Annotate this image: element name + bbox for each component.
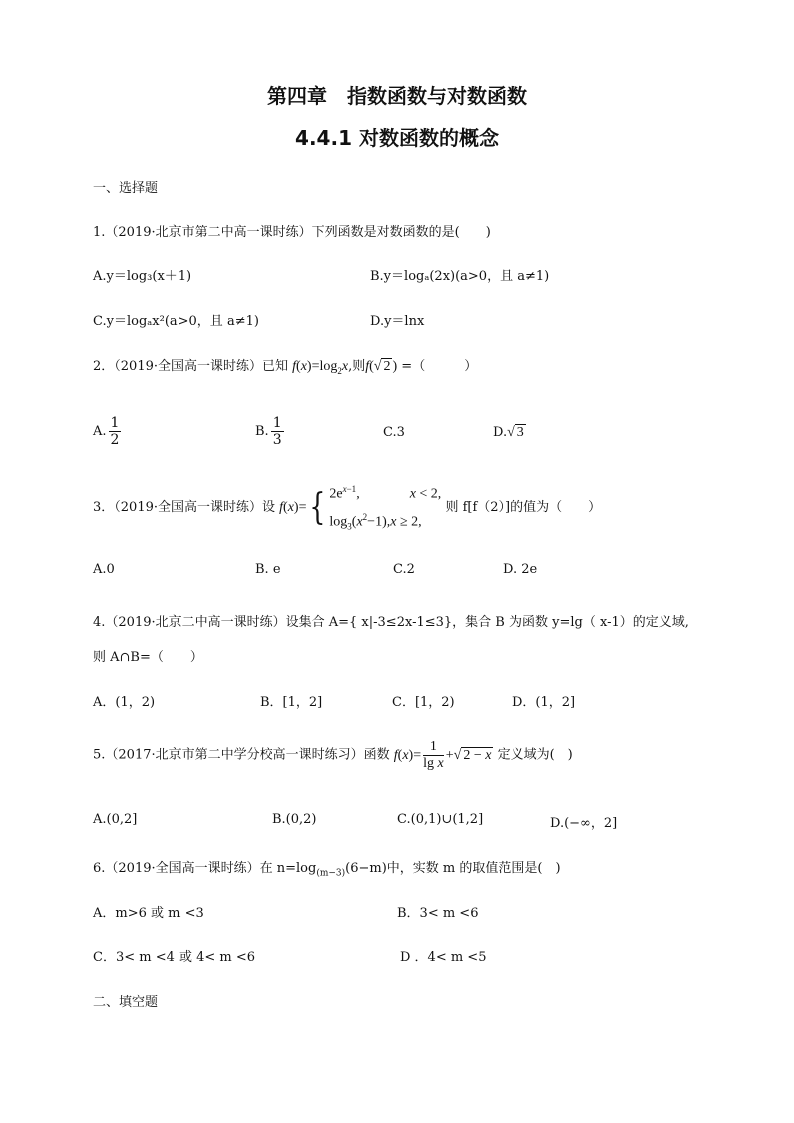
question-2-stem-prefix: 2．（2019·全国高一课时练）已知 (93, 359, 288, 374)
question-5-option-b: B.(0,2) (272, 812, 317, 827)
fraction (109, 415, 122, 448)
question-2-option-d (493, 425, 526, 441)
question-3-option-a: A.0 (93, 562, 115, 577)
question-1-option-d: D.y＝lnx (370, 314, 425, 329)
piecewise-cases: $2e^{x-1}$, x < 2, $\log_3(x^2-1),x \ge 2$, (329, 484, 442, 532)
question-5-option-a: A.(0,2] (93, 812, 138, 827)
fraction (271, 415, 284, 448)
question-2-formula: $f(x)=\log_2x$ (292, 359, 349, 376)
question-6-stem-prefix: 6.（2019·全国高一课时练）在 n=log (93, 861, 317, 876)
question-3-stem-suffix: 则 f[f（2）]的值为（ ） (445, 500, 602, 516)
question-5-option-c: C.(0,1)∪(1,2] (397, 812, 484, 827)
question-1-option-a: A.y＝log₃(x＋1) (93, 269, 192, 284)
question-6-option-a: A．m>6 或 m <3 (93, 906, 204, 921)
question-5-stem-suffix: 定义域为( ) (497, 747, 573, 763)
question-2-expression: f(√ 2 ) (365, 359, 398, 374)
question-2-stem-mid: ,则 (348, 359, 366, 374)
question-6-option-b: B．3< m <6 (397, 906, 479, 921)
left-brace: { (309, 486, 326, 528)
question-1-option-c: C.y＝logₐx²(a>0，且 a≠1) (93, 314, 259, 329)
question-5-option-d: D.(−∞，2] (550, 816, 618, 831)
option-label: A. (93, 424, 107, 439)
question-2-option-c: C.3 (383, 425, 405, 440)
question-2-option-a (93, 415, 123, 448)
question-6-option-d: D ．4< m <5 (400, 950, 487, 965)
question-3-option-c: C.2 (393, 562, 415, 577)
question-4-option-d: D．(1，2] (512, 695, 576, 710)
question-6-log-base: (m−3) (316, 868, 346, 879)
section-heading-choice: 一、选择题 (93, 181, 159, 196)
question-6-stem-suffix: (6−m)中，实数 m 的取值范围是( ) (345, 861, 561, 876)
question-1-stem: 1.（2019·北京市第二中高一课时练）下列函数是对数函数的是( ) (93, 225, 491, 240)
fraction-denominator: 2 (110, 432, 120, 448)
section-heading-fill: 二、填空题 (93, 995, 159, 1010)
fraction-numerator: 1 (272, 415, 282, 431)
question-6-option-c: C．3< m <4 或 4< m <6 (93, 950, 256, 965)
question-5-formula: f(x)= $\frac{1}{\text{lg x}}$ +√ 2 − x (393, 739, 492, 771)
section-title: 4.4.1 对数函数的概念 (295, 126, 499, 150)
option-label: B. (255, 424, 269, 439)
question-3-stem (93, 478, 601, 537)
chapter-title: 第四章 指数函数与对数函数 (267, 84, 527, 108)
question-2-stem (93, 355, 477, 376)
question-3-piecewise-function: f(x)= (279, 500, 307, 516)
fraction-denominator: 3 (272, 432, 282, 448)
question-4-stem-line-1: 4.（2019·北京二中高一课时练）设集合 A={ x|-3≤2x-1≤3}，集合 B 为函数 y=lg（ x-1）的定义域, (93, 615, 689, 630)
question-6-stem (93, 857, 561, 879)
question-3-stem-prefix: 3．（2019·全国高一课时练）设 (93, 500, 275, 516)
question-2-stem-suffix: =（ ） (401, 359, 478, 374)
question-4-option-a: A．(1，2) (93, 695, 156, 710)
question-3-option-b: B. e (255, 562, 281, 577)
question-1-option-b: B.y＝logₐ(2x)(a>0，且 a≠1) (370, 269, 550, 284)
question-5-stem (93, 739, 573, 772)
fraction-numerator: 1 (110, 415, 120, 431)
question-4-stem-line-2: 则 A∩B=（ ） (93, 650, 203, 665)
sqrt-radicand: 3 (516, 425, 524, 440)
question-2-option-b (255, 415, 286, 448)
question-5-stem-prefix: 5.（2017·北京市第二中学分校高一课时练习）函数 (93, 747, 390, 763)
sqrt-expression: √ 3 (507, 425, 524, 440)
option-label: D. (493, 425, 508, 440)
question-3-option-d: D. 2e (503, 562, 538, 577)
question-4-option-c: C．[1，2) (392, 695, 455, 710)
question-4-option-b: B．[1，2] (260, 695, 323, 710)
